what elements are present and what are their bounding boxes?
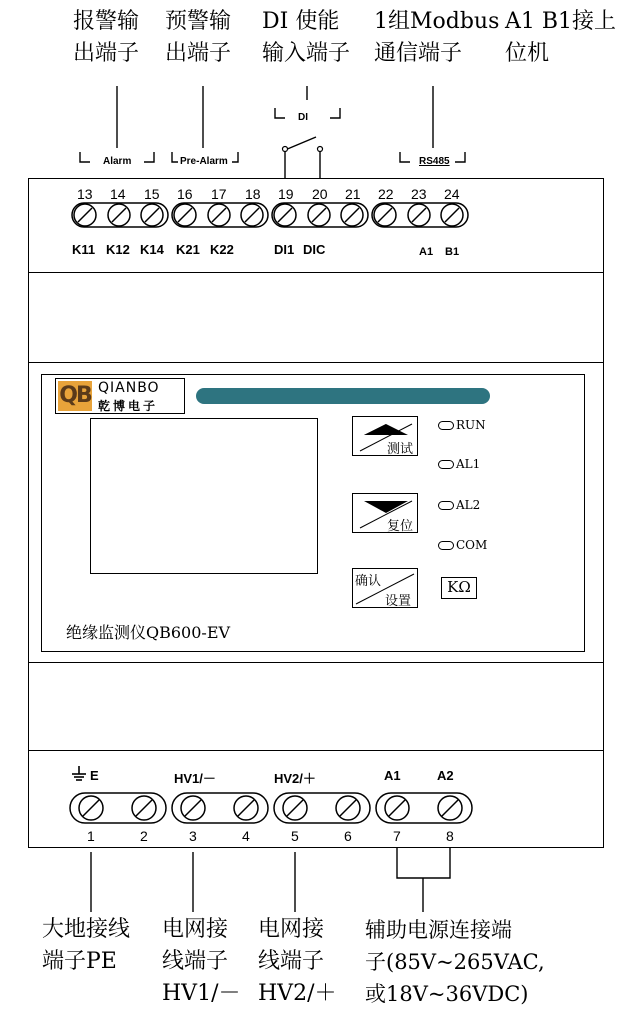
callout-aux-line3: 或18V~36VDC) [365,982,529,1006]
tag-dic: DIC [303,242,326,257]
callout-hv1-line2: 线端子 [162,949,229,974]
kohm-unit-box: KΩ [441,577,477,599]
lcd-screen [90,418,318,574]
callout-di-line2: 输入端子 [262,41,351,66]
callout-hv1 [162,914,240,1010]
terminal-number: 8 [446,828,454,844]
callout-host-line2: 位机 [505,41,550,66]
product-name: 绝缘监测仪QB600-EV [66,623,231,642]
top-leaders [0,0,625,180]
terminal-number: 7 [393,828,401,844]
callout-pre-alarm-line1: 预警输 [165,9,232,34]
callout-pre-alarm-line2: 出端子 [165,41,232,66]
tag-di1: DI1 [274,242,295,257]
terminal-number: 6 [344,828,352,844]
terminal-number: 1 [87,828,95,844]
al2-led-label: AL2 [456,498,481,512]
confirm-label-top: 确认 [355,574,382,589]
tag-hv1: HV1/－ [174,771,216,786]
terminal-number: 20 [312,186,328,202]
logo-mark-icon: QB [58,381,92,411]
terminal-number: 15 [144,186,160,202]
callout-aux-line1: 辅助电源连接端 [365,918,512,942]
terminal-number: 3 [189,828,197,844]
terminal-number: 4 [242,828,250,844]
di-group-label: DI [298,112,308,123]
brand-logo [55,378,185,414]
brand-cn-name: 乾博电子 [98,399,159,413]
tag-a1-bottom: A1 [384,768,401,783]
up-test-button[interactable] [352,416,418,456]
callout-hv2-line1: 电网接 [258,917,325,942]
terminal-number: 17 [211,186,227,202]
callout-pe-line1: 大地接线 [42,917,131,942]
down-button-label: 复位 [387,519,414,534]
accent-bar [196,388,490,404]
down-reset-button[interactable] [352,493,418,533]
terminal-number: 2 [140,828,148,844]
al1-led-icon [438,460,454,469]
tag-k14: K14 [140,242,164,257]
pre-alarm-group-label: Pre-Alarm [180,156,228,167]
run-led-icon [438,421,454,430]
callout-hv2-line3: HV2/＋ [258,981,337,1006]
callout-modbus-line1: 1组Modbus [374,9,500,34]
tag-k21: K21 [176,242,200,257]
brand-name: QIANBO [98,380,160,396]
terminal-number: 13 [77,186,93,202]
callout-host-line1: A1 B1接上 [505,9,617,34]
alarm-group-label: Alarm [103,156,132,167]
up-button-label: 测试 [387,442,414,457]
tag-a2-bottom: A2 [437,768,454,783]
tag-b1-top: B1 [445,246,460,258]
run-led-label: RUN [456,418,486,432]
al1-led-label: AL1 [456,457,481,471]
terminal-number: 22 [378,186,394,202]
callout-alarm-line2: 出端子 [73,41,140,66]
callout-aux-power [365,914,545,1010]
callout-pe [42,914,130,978]
terminal-number: 14 [110,186,126,202]
rs485-group-label: RS485 [419,156,450,167]
terminal-number: 18 [245,186,261,202]
divider-top-terminal [28,272,604,273]
callout-hv2-line2: 线端子 [258,949,325,974]
tag-k12: K12 [106,242,130,257]
callout-aux-line2: 子(85V~265VAC, [365,950,545,974]
callout-hv1-line3: HV1/－ [162,981,241,1006]
confirm-label-bottom: 设置 [385,594,412,609]
callout-alarm-line1: 报警输 [73,9,140,34]
terminal-number: 5 [291,828,299,844]
com-led-label: COM [456,538,488,552]
terminal-number: 16 [177,186,193,202]
tag-a1-top: A1 [419,246,434,258]
al2-led-icon [438,501,454,510]
callout-hv2 [258,914,336,1010]
divider-upper-panel [28,362,604,363]
tag-k11: K11 [72,242,96,257]
terminal-number: 21 [345,186,361,202]
ground-icon [70,766,88,782]
callout-pe-line2: 端子PE [42,949,117,974]
bottom-leaders [0,840,625,920]
divider-lower-panel [28,662,604,663]
tag-k22: K22 [210,242,234,257]
tag-e: E [90,768,99,783]
tag-hv2: HV2/＋ [274,771,316,786]
top-screw-terminals [60,200,480,230]
callout-modbus-line2: 通信端子 [374,41,463,66]
confirm-setup-button[interactable] [352,568,418,608]
terminal-number: 19 [278,186,294,202]
callout-di-line1: DI 使能 [262,9,340,34]
com-led-icon [438,541,454,550]
callout-hv1-line1: 电网接 [162,917,229,942]
terminal-number: 24 [444,186,460,202]
terminal-number: 23 [411,186,427,202]
bottom-screw-terminals [60,790,480,826]
divider-bottom-terminal [28,750,604,751]
